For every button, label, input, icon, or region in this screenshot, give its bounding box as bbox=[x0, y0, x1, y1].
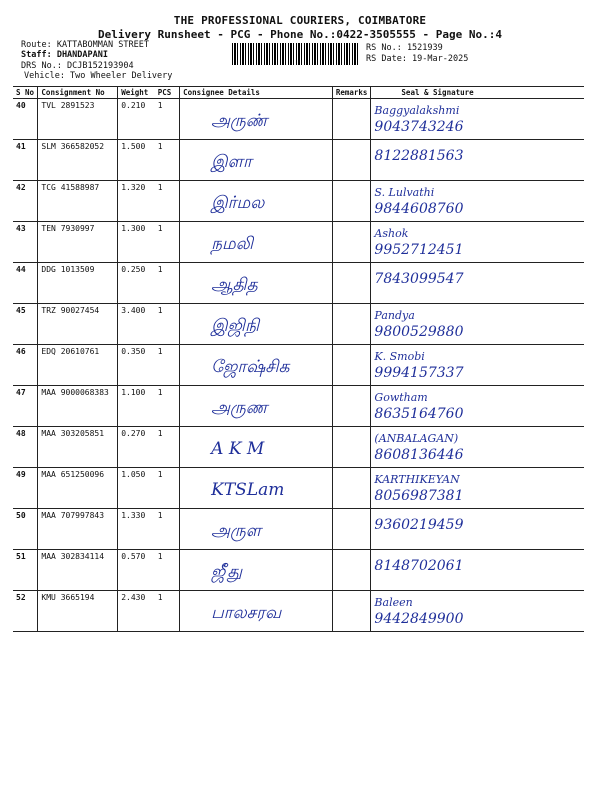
signature-name: Ashok bbox=[374, 227, 409, 240]
signature-name: Baleen bbox=[374, 596, 413, 609]
row-weight: 1.320 bbox=[118, 181, 155, 222]
col-consignment: Consignment No bbox=[38, 87, 118, 99]
table-header-row bbox=[13, 87, 584, 99]
col-remarks: Remarks bbox=[332, 87, 371, 99]
row-sno: 44 bbox=[13, 263, 38, 304]
row-sno: 50 bbox=[13, 509, 38, 550]
rs-number: RS No.: 1521939 bbox=[366, 43, 443, 53]
row-consignment-no: SLM 366582052 bbox=[38, 140, 118, 181]
consignee-handwriting: பாலசரவ bbox=[211, 603, 282, 623]
table-row bbox=[13, 263, 584, 304]
row-consignee bbox=[180, 263, 333, 304]
row-weight: 1.050 bbox=[118, 468, 155, 509]
row-consignment-no: DDG 1013509 bbox=[38, 263, 118, 304]
col-signature: Seal & Signature bbox=[371, 87, 584, 99]
col-sno: S No bbox=[13, 87, 38, 99]
consignee-handwriting: நமலி bbox=[211, 234, 254, 254]
col-pcs: PCS bbox=[155, 87, 180, 99]
row-signature bbox=[371, 263, 584, 304]
rs-date: RS Date: 19-Mar-2025 bbox=[366, 54, 469, 64]
row-weight: 1.500 bbox=[118, 140, 155, 181]
table-row bbox=[13, 427, 584, 468]
signature-phone: 8122881563 bbox=[374, 148, 464, 164]
table-row bbox=[13, 509, 584, 550]
signature-phone: 9800529880 bbox=[374, 324, 464, 340]
table-row bbox=[13, 140, 584, 181]
row-remarks bbox=[332, 427, 371, 468]
consignee-handwriting: ஆதித bbox=[211, 275, 258, 295]
table-row bbox=[13, 591, 584, 632]
consignee-handwriting: அருள bbox=[211, 521, 262, 541]
signature-name: K. Smobi bbox=[374, 350, 425, 363]
consignee-handwriting: அருண் bbox=[211, 111, 268, 131]
route-label: Route: KATTABOMMAN STREET bbox=[21, 40, 149, 50]
signature-phone: 9994157337 bbox=[374, 365, 464, 381]
row-consignment-no: TRZ 90027454 bbox=[38, 304, 118, 345]
row-signature bbox=[371, 550, 584, 591]
row-sno: 43 bbox=[13, 222, 38, 263]
row-weight: 3.400 bbox=[118, 304, 155, 345]
row-pcs: 1 bbox=[155, 427, 180, 468]
signature-phone: 7843099547 bbox=[374, 271, 464, 287]
signature-phone: 9043743246 bbox=[374, 119, 464, 135]
row-signature bbox=[371, 304, 584, 345]
signature-phone: 9952712451 bbox=[374, 242, 464, 258]
row-weight: 0.570 bbox=[118, 550, 155, 591]
signature-name: Baggyalakshmi bbox=[374, 104, 460, 117]
row-consignee bbox=[180, 591, 333, 632]
row-remarks bbox=[332, 550, 371, 591]
row-consignment-no: MAA 9000068383 bbox=[38, 386, 118, 427]
row-pcs: 1 bbox=[155, 304, 180, 345]
row-signature bbox=[371, 386, 584, 427]
row-consignee bbox=[180, 140, 333, 181]
row-consignment-no: TVL 2891523 bbox=[38, 99, 118, 140]
col-weight: Weight bbox=[118, 87, 155, 99]
row-signature bbox=[371, 181, 584, 222]
row-consignee bbox=[180, 386, 333, 427]
consignee-handwriting: அருண bbox=[211, 398, 268, 418]
row-remarks bbox=[332, 181, 371, 222]
row-signature bbox=[371, 591, 584, 632]
row-pcs: 1 bbox=[155, 345, 180, 386]
row-consignment-no: EDQ 20610761 bbox=[38, 345, 118, 386]
row-signature bbox=[371, 427, 584, 468]
signature-phone: 8056987381 bbox=[374, 488, 464, 504]
runsheet-table bbox=[13, 86, 584, 632]
signature-name: Pandya bbox=[374, 309, 415, 322]
row-pcs: 1 bbox=[155, 140, 180, 181]
row-weight: 0.210 bbox=[118, 99, 155, 140]
row-pcs: 1 bbox=[155, 550, 180, 591]
signature-phone: 8635164760 bbox=[374, 406, 464, 422]
signature-phone: 9442849900 bbox=[374, 611, 464, 627]
row-remarks bbox=[332, 386, 371, 427]
row-signature bbox=[371, 509, 584, 550]
row-consignee bbox=[180, 222, 333, 263]
row-remarks bbox=[332, 304, 371, 345]
signature-phone: 8608136446 bbox=[374, 447, 464, 463]
company-title: THE PROFESSIONAL COURIERS, COIMBATORE bbox=[173, 14, 427, 27]
row-pcs: 1 bbox=[155, 386, 180, 427]
row-remarks bbox=[332, 263, 371, 304]
staff-label: Staff: DHANDAPANI bbox=[21, 50, 108, 60]
row-sno: 46 bbox=[13, 345, 38, 386]
consignee-handwriting: A K M bbox=[211, 439, 265, 459]
table-row bbox=[13, 468, 584, 509]
col-consignee: Consignee Details bbox=[180, 87, 333, 99]
row-consignment-no: KMU 3665194 bbox=[38, 591, 118, 632]
runsheet-subtitle: Delivery Runsheet - PCG - Phone No.:0422-3505555 - Page No.:4 bbox=[98, 28, 502, 41]
row-weight: 2.430 bbox=[118, 591, 155, 632]
row-remarks bbox=[332, 468, 371, 509]
row-signature bbox=[371, 345, 584, 386]
row-consignment-no: MAA 302834114 bbox=[38, 550, 118, 591]
row-consignee bbox=[180, 304, 333, 345]
row-signature bbox=[371, 99, 584, 140]
drs-label: DRS No.: DCJB152193904 bbox=[21, 61, 134, 71]
row-sno: 48 bbox=[13, 427, 38, 468]
row-sno: 47 bbox=[13, 386, 38, 427]
signature-name: (ANBALAGAN) bbox=[374, 432, 459, 445]
signature-phone: 9844608760 bbox=[374, 201, 464, 217]
row-signature bbox=[371, 222, 584, 263]
signature-phone: 9360219459 bbox=[374, 517, 464, 533]
vehicle-label: Vehicle: Two Wheeler Delivery bbox=[24, 71, 173, 81]
signature-name: S. Lulvathi bbox=[374, 186, 435, 199]
signature-name: KARTHIKEYAN bbox=[374, 473, 460, 486]
row-consignee bbox=[180, 345, 333, 386]
table-row bbox=[13, 99, 584, 140]
table-row bbox=[13, 550, 584, 591]
row-weight: 0.250 bbox=[118, 263, 155, 304]
signature-name: Gowtham bbox=[374, 391, 428, 404]
row-remarks bbox=[332, 345, 371, 386]
row-weight: 1.330 bbox=[118, 509, 155, 550]
row-consignment-no: MAA 707997843 bbox=[38, 509, 118, 550]
row-sno: 52 bbox=[13, 591, 38, 632]
table-row bbox=[13, 304, 584, 345]
consignee-handwriting: ஜீ்து bbox=[211, 562, 243, 582]
row-weight: 0.350 bbox=[118, 345, 155, 386]
row-pcs: 1 bbox=[155, 509, 180, 550]
row-remarks bbox=[332, 99, 371, 140]
row-consignment-no: MAA 651250096 bbox=[38, 468, 118, 509]
row-weight: 1.300 bbox=[118, 222, 155, 263]
table-row bbox=[13, 222, 584, 263]
row-pcs: 1 bbox=[155, 468, 180, 509]
table-row bbox=[13, 345, 584, 386]
row-sno: 40 bbox=[13, 99, 38, 140]
row-pcs: 1 bbox=[155, 181, 180, 222]
table-row bbox=[13, 181, 584, 222]
row-weight: 0.270 bbox=[118, 427, 155, 468]
row-consignee bbox=[180, 509, 333, 550]
row-signature bbox=[371, 468, 584, 509]
row-sno: 45 bbox=[13, 304, 38, 345]
row-signature bbox=[371, 140, 584, 181]
row-remarks bbox=[332, 222, 371, 263]
row-pcs: 1 bbox=[155, 99, 180, 140]
signature-phone: 8148702061 bbox=[374, 558, 464, 574]
row-sno: 49 bbox=[13, 468, 38, 509]
row-pcs: 1 bbox=[155, 263, 180, 304]
row-remarks bbox=[332, 591, 371, 632]
row-consignee bbox=[180, 427, 333, 468]
row-consignee bbox=[180, 468, 333, 509]
barcode bbox=[232, 43, 360, 65]
row-sno: 42 bbox=[13, 181, 38, 222]
row-pcs: 1 bbox=[155, 591, 180, 632]
row-consignee bbox=[180, 99, 333, 140]
row-consignee bbox=[180, 550, 333, 591]
consignee-handwriting: இர்மல bbox=[211, 193, 265, 213]
row-sno: 51 bbox=[13, 550, 38, 591]
consignee-handwriting: KTSLam bbox=[211, 480, 285, 500]
table-row bbox=[13, 386, 584, 427]
row-sno: 41 bbox=[13, 140, 38, 181]
row-remarks bbox=[332, 509, 371, 550]
row-weight: 1.100 bbox=[118, 386, 155, 427]
row-remarks bbox=[332, 140, 371, 181]
row-consignee bbox=[180, 181, 333, 222]
consignee-handwriting: இஜிநி bbox=[211, 316, 260, 336]
row-consignment-no: TCG 41588987 bbox=[38, 181, 118, 222]
row-consignment-no: TEN 7930997 bbox=[38, 222, 118, 263]
consignee-handwriting: ஜோஷ்சிக bbox=[211, 357, 290, 377]
row-pcs: 1 bbox=[155, 222, 180, 263]
row-consignment-no: MAA 303205851 bbox=[38, 427, 118, 468]
consignee-handwriting: இளா bbox=[211, 152, 252, 172]
